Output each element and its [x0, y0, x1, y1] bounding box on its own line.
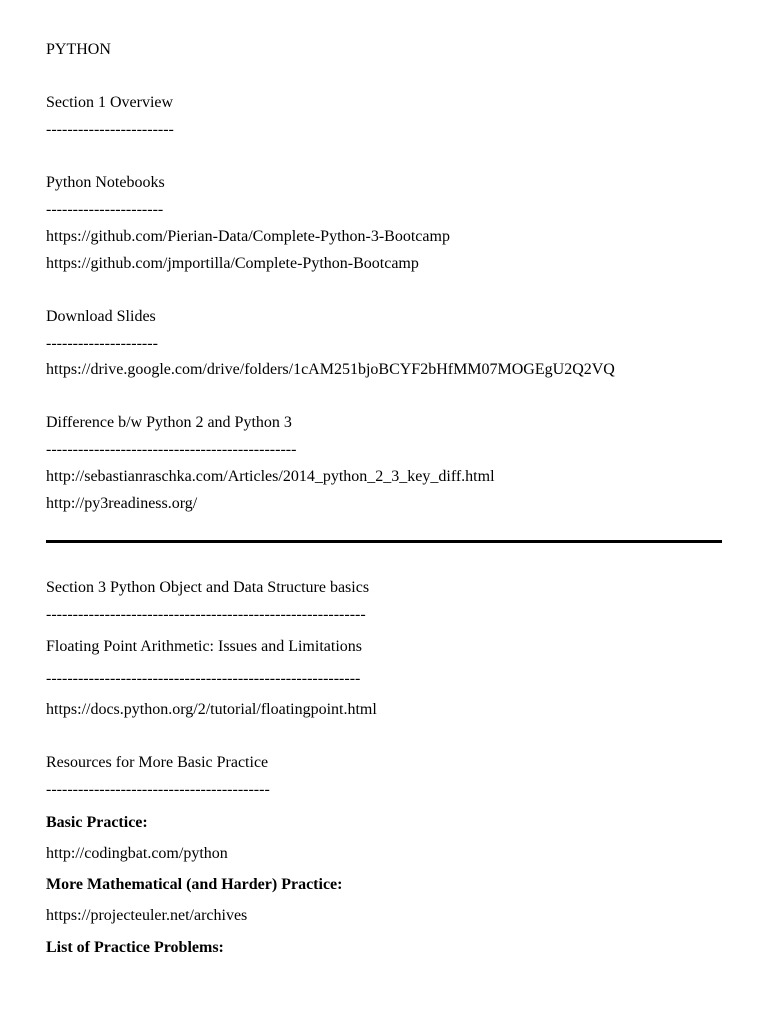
- difference-link-2[interactable]: http://py3readiness.org/: [46, 495, 198, 512]
- difference-underline: -----------------------------------------------: [46, 441, 297, 458]
- section-3-heading: Section 3 Python Object and Data Structure basics: [46, 579, 370, 596]
- floating-underline: -----------------------------------------------------------: [46, 670, 361, 687]
- horizontal-rule: [46, 540, 722, 543]
- section-1-underline: ------------------------: [46, 121, 174, 138]
- practice-problems-label: List of Practice Problems:: [46, 939, 224, 956]
- resources-underline: ------------------------------------------: [46, 781, 270, 798]
- notebooks-heading: Python Notebooks: [46, 174, 165, 191]
- basic-practice-label: Basic Practice:: [46, 814, 148, 831]
- notebook-link-2[interactable]: https://github.com/jmportilla/Complete-Python-Bootcamp: [46, 255, 419, 272]
- section-3-underline: ------------------------------------------------------------: [46, 606, 366, 623]
- floating-link[interactable]: https://docs.python.org/2/tutorial/floatingpoint.html: [46, 701, 377, 718]
- notebooks-underline: ----------------------: [46, 201, 164, 218]
- difference-heading: Difference b/w Python 2 and Python 3: [46, 414, 292, 431]
- slides-link[interactable]: https://drive.google.com/drive/folders/1cAM251bjoBCYF2bHfMM07MOGEgU2Q2VQ: [46, 361, 615, 378]
- resources-heading: Resources for More Basic Practice: [46, 754, 269, 771]
- slides-underline: ---------------------: [46, 335, 158, 352]
- math-practice-label: More Mathematical (and Harder) Practice:: [46, 876, 343, 893]
- basic-practice-link[interactable]: http://codingbat.com/python: [46, 845, 228, 862]
- floating-heading: Floating Point Arithmetic: Issues and Limitations: [46, 638, 362, 655]
- section-1-heading: Section 1 Overview: [46, 94, 174, 111]
- math-practice-link[interactable]: https://projecteuler.net/archives: [46, 907, 248, 924]
- difference-link-1[interactable]: http://sebastianraschka.com/Articles/2014_python_2_3_key_diff.html: [46, 468, 495, 485]
- slides-heading: Download Slides: [46, 308, 156, 325]
- notebook-link-1[interactable]: https://github.com/Pierian-Data/Complete-Python-3-Bootcamp: [46, 228, 450, 245]
- document-title: PYTHON: [46, 41, 111, 58]
